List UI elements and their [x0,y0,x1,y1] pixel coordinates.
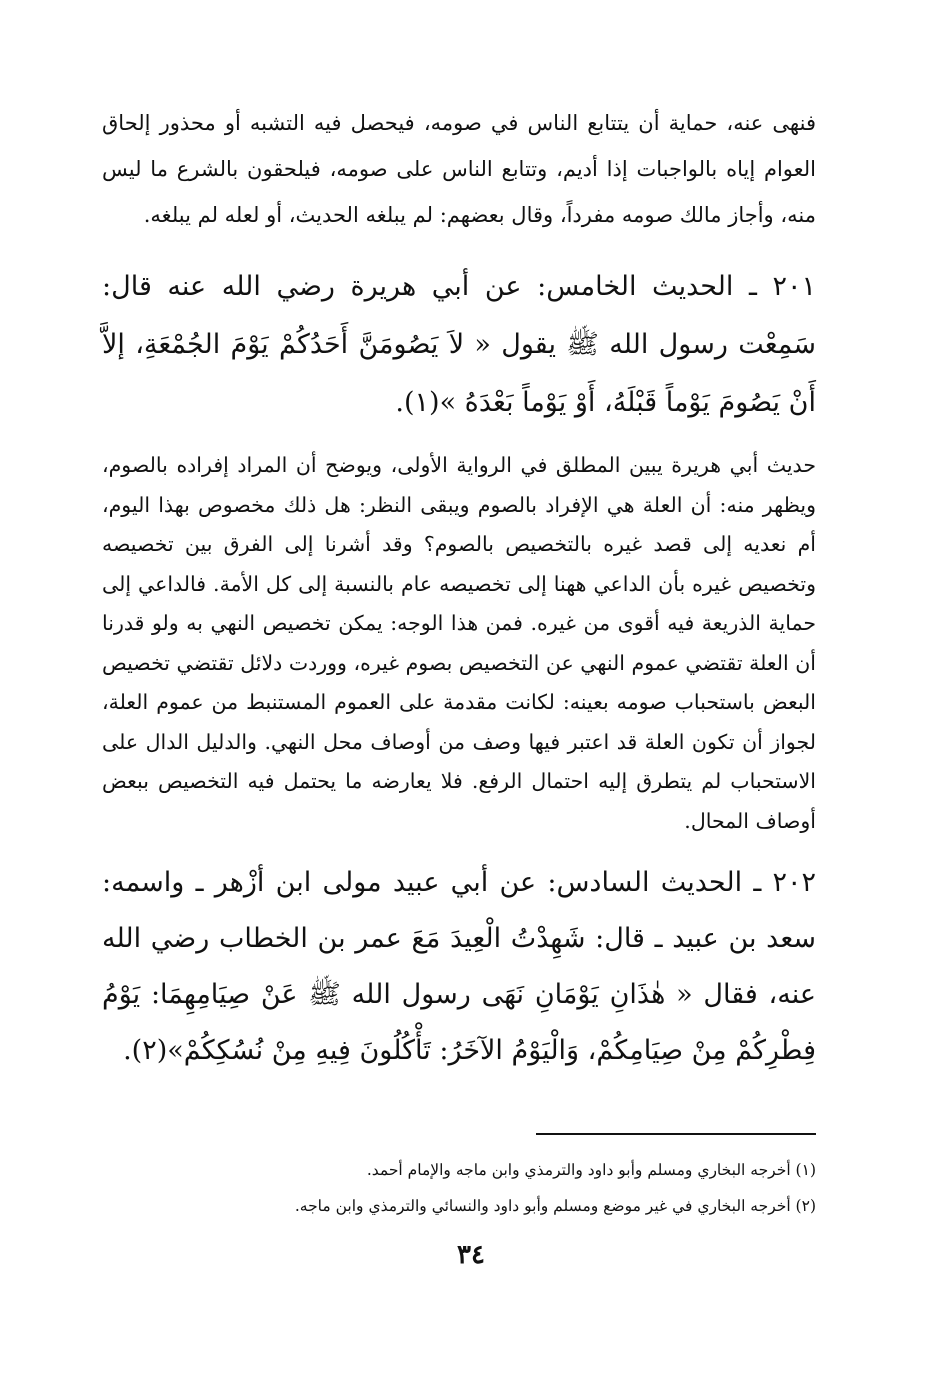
footnote-1: (١) أخرجه البخاري ومسلم وأبو داود والترمذي وابن ماجه والإمام أحمد. [366,1161,816,1179]
hadith-201: ٢٠١ ـ الحديث الخامس: عن أبي هريرة رضي الله عنه قال: سَمِعْت رسول الله ﷺ يقول « لاَ يَصُومَنَّ أَحَدُكُمْ يَوْمَ الجُمْعَةِ، إلاَّ أَنْ يَصُومَ يَوْماً قَبْلَهُ، أَوْ يَوْماً بَعْدَهُ »(١). [102,271,816,418]
commentary-paragraph: حديث أبي هريرة يبين المطلق في الرواية الأولى، ويوضح أن المراد إفراده بالصوم، ويظهر منه: أن العلة هي الإفراد بالصوم ويبقى النظر: هل ذلك مخصوص بهذا اليوم، أم نعديه إلى قصد غيره بالتخصيص بالصوم؟ وقد أشرنا إلى الفرق بين تخصيصه وتخصيص غيره بأن الداعي ههنا إلى تخصيصه عام بالنسبة إلى كل الأمة. فالداعي إلى حماية الذريعة فيه أقوى من غيره. فمن هذا الوجه: يمكن تخصيص النهي به ولو قدرنا أن العلة تقتضي عموم النهي عن التخصيص بصوم غيره، ووردت دلائل تقتضي تخصيص البعض باستحباب صومه بعينه: لكانت مقدمة على العموم المستنبط من عموم العلة، لجواز أن تكون العلة قد اعتبر فيها وصف من أوصاف محل النهي. والدليل الدال على الاستحباب لم يتطرق إليه احتمال الرفع. فلا يعارضه ما يحتمل فيه التخصيص ببعض أوصاف المحال. [102,453,816,833]
footnote-separator [536,1133,816,1135]
footnotes [102,1152,816,1224]
page-number: ٣٤ [457,1240,485,1270]
hadith-202: ٢٠٢ ـ الحديث السادس: عن أبي عبيد مولى ابن أزْهر ـ واسمه: سعد بن عبيد ـ قال: شَهِدْتُ الْعِيدَ مَعَ عمر بن الخطاب رضي الله عنه، فقال « هٰذَانِ يَوْمَانِ نَهَى رسول الله ﷺ عَنْ صِيَامِهِمَا: يَوْمُ فِطْرِكُمْ مِنْ صِيَامِكُمْ، وَالْيَوْمُ الآخَرُ: تَأْكُلُونَ فِيهِ مِنْ نُسُكِكُمْ»(٢). [102,867,816,1066]
footnote-2: (٢) أخرجه البخاري في غير موضع ومسلم وأبو داود والنسائي والترمذي وابن ماجه. [294,1197,816,1215]
opening-paragraph: فنهى عنه، حماية أن يتتابع الناس في صومه، فيحصل فيه التشبه أو محذور إلحاق العوام إياه بالواجبات إذا أديم، وتتابع الناس على صومه، فيلحقون بالشرع ما ليس منه، وأجاز مالك صومه مفرداً، وقال بعضهم: لم يبلغه الحديث، أو لعله لم يبلغه. [102,111,816,227]
